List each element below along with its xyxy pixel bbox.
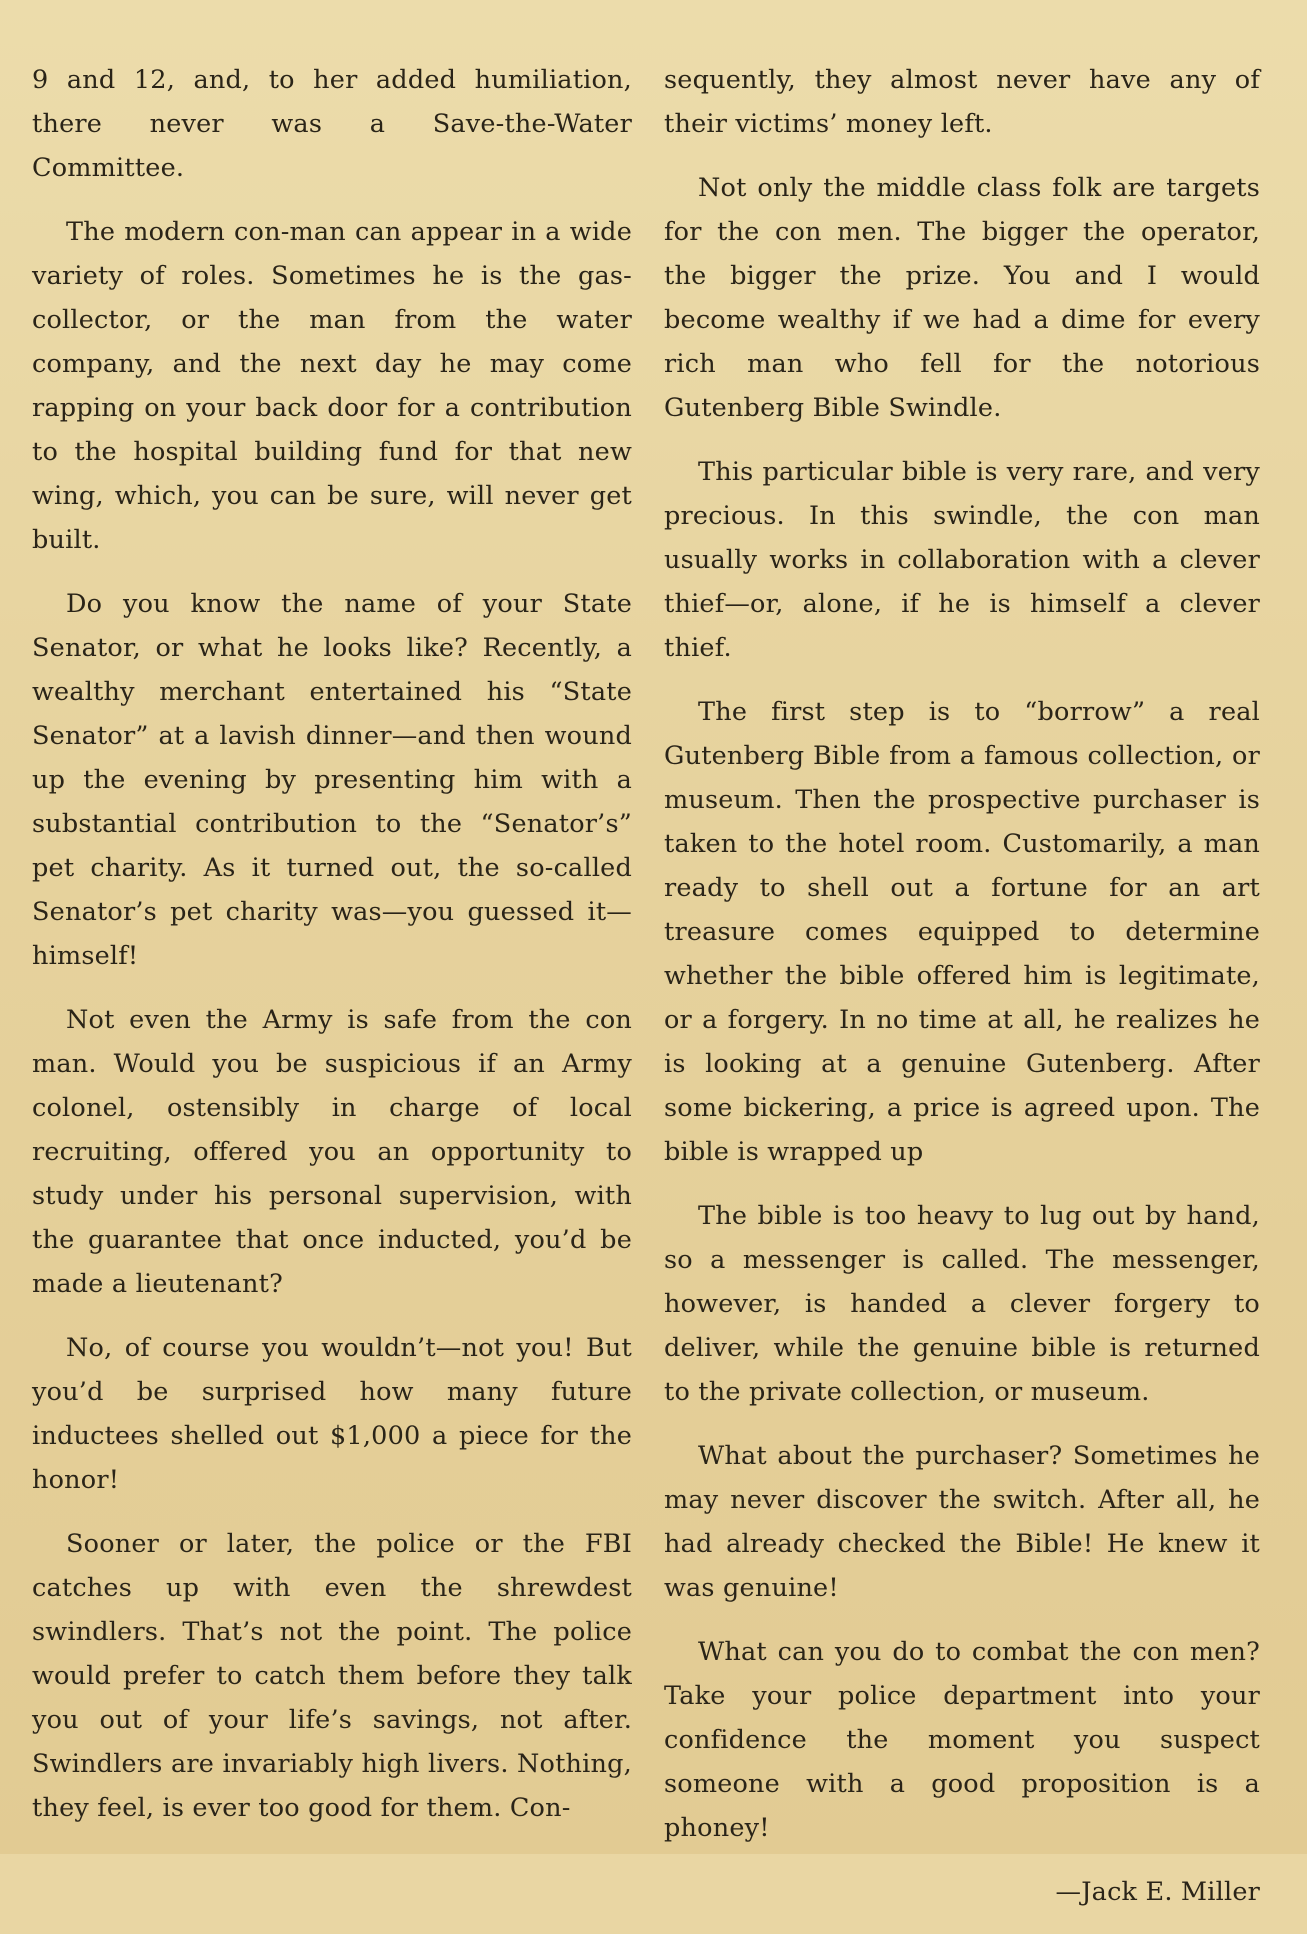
author-signature: —Jack E. Miller [1055,1877,1260,1907]
right-column [664,58,1260,1934]
paragraph: No, of course you wouldn’t—not you! But you’d be surprised how many future inductees shelled out $1,000 a piece for the honor! [32,1333,632,1495]
paragraph: The bible is too heavy to lug out by hand, so a messenger is called. The messenger, however, is handed a clever forgery to deliver, while the genuine bible is returned to the private collection, or museum. [664,1201,1260,1407]
paragraph: Sooner or later, the police or the FBI catches up with even the shrewdest swindlers. That’s not the point. The police would prefer to catch them before they talk you out of your life’s savings, not after. Swindlers are invariably high livers. Nothing, they feel, is ever too good for them. Con- [32,1529,632,1823]
paragraph: The first step is to “borrow” a real Gutenberg Bible from a famous collection, or museum. Then the prospective purchaser is taken to the hotel room. Customarily, a man ready to shell out a fortune for an art treasure comes equipped to determine whether the bible offered him is legitimate, or a forgery. In no time at all, he realizes he is looking at a genuine Gutenberg. After some bickering, a price is agreed upon. The bible is wrapped up [664,697,1260,1167]
paragraph: Not even the Army is safe from the con man. Would you be suspicious if an Army colonel, ostensibly in charge of local recruiting, offered you an opportunity to study under his personal supervision, with the guarantee that once inducted, you’d be made a lieutenant? [32,1005,632,1299]
paragraph: The modern con-man can appear in a wide variety of roles. Sometimes he is the gas-collector, or the man from the water company, and the next day he may come rapping on your back door for a contribution to the hospital building fund for that new wing, which, you can be sure, will never get built. [32,217,632,555]
paragraph: What can you do to combat the con men? Take your police department into your confidence the moment you suspect someone with a good proposition is a phoney! [664,1637,1260,1843]
left-column [32,58,632,1850]
paragraph: Do you know the name of your State Senator, or what he looks like? Recently, a wealthy merchant entertained his “State Senator” at a lavish dinner—and then wound up the evening by presenting him with a substantial contribution to the “Senator’s” pet charity. As it turned out, the so-called Senator’s pet charity was—you guessed it—himself! [32,589,632,971]
paragraph: What about the purchaser? Sometimes he may never discover the switch. After all, he had already checked the Bible! He knew it was genuine! [664,1441,1260,1603]
paragraph: 9 and 12, and, to her added humiliation, there never was a Save-the-Water Committee. [32,65,632,183]
paragraph: This particular bible is very rare, and very precious. In this swindle, the con man usually works in collaboration with a clever thief—or, alone, if he is himself a clever thief. [664,457,1260,663]
paragraph: Not only the middle class folk are targets for the con men. The bigger the operator, the bigger the prize. You and I would become wealthy if we had a dime for every rich man who fell for the notorious Gutenberg Bible Swindle. [664,173,1260,423]
paragraph: sequently, they almost never have any of their victims’ money left. [664,65,1260,139]
